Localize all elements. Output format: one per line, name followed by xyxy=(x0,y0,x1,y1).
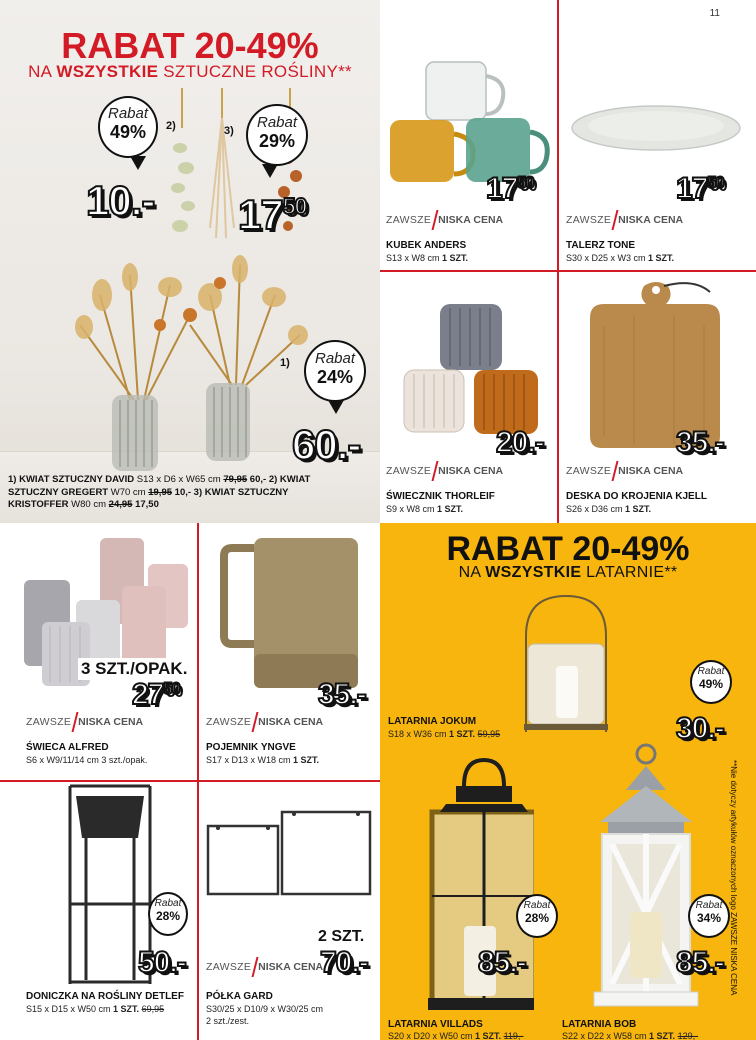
price-villads: 85.- xyxy=(478,946,526,979)
product-qty: 1 SZT. xyxy=(442,253,469,263)
price-main: 17 xyxy=(676,172,708,205)
zawsze-niska-cena-logo xyxy=(386,210,503,230)
price-10: 10.- xyxy=(86,177,155,224)
hero-sub-prefix: NA xyxy=(28,62,57,81)
niska-cena-text: NISKA CENA xyxy=(618,465,684,477)
product-name: ŚWIECA ALFRED xyxy=(26,742,109,753)
caption-text: KRISTOFFER xyxy=(8,499,72,511)
zawsze-niska-cena-logo xyxy=(566,210,683,230)
product-name: LATARNIA VILLADS xyxy=(388,1019,483,1030)
shelves-image xyxy=(204,808,376,898)
mugs-image xyxy=(386,56,556,191)
product-name: TALERZ TONE xyxy=(566,240,636,251)
niska-cena-text: NISKA CENA xyxy=(258,961,324,973)
plate-image xyxy=(566,100,746,160)
product-name: KUBEK ANDERS xyxy=(386,240,467,251)
divider xyxy=(557,0,559,523)
sub-prefix: NA xyxy=(458,564,486,581)
sub-bold: WSZYSTKIE xyxy=(485,564,582,581)
niska-cena-text: NISKA CENA xyxy=(258,716,324,728)
product-desc xyxy=(386,504,463,516)
sub-suffix: LATARNIE** xyxy=(581,564,678,581)
product-dims: S30/25 x D10/9 x W30/25 cm xyxy=(206,1004,324,1014)
product-name: LATARNIA BOB xyxy=(562,1019,637,1030)
marker-3: 3) xyxy=(224,125,234,137)
old-price: 129,- xyxy=(677,1031,699,1040)
hero-promo-title: RABAT 20-49% xyxy=(61,25,319,66)
niska-cena-text: NISKA CENA xyxy=(78,716,144,728)
marker-2: 2) xyxy=(166,120,176,132)
caption-new-price: 10,- xyxy=(172,486,194,498)
caption-new-price: 17,50 xyxy=(132,499,159,511)
bubble-percent: 29% xyxy=(258,131,296,151)
caption-text: 2) KWIAT xyxy=(268,474,311,485)
caption-text: 3) KWIAT SZTUCZNY xyxy=(193,486,289,498)
bubble-label: Rabat xyxy=(523,900,551,911)
price-cents: 50 xyxy=(282,193,307,220)
bubble-percent: 28% xyxy=(524,911,550,925)
discount-bubble xyxy=(690,660,732,704)
product-desc xyxy=(386,253,468,265)
discount-bubble-49 xyxy=(98,96,158,158)
old-price: 69,95 xyxy=(141,1004,165,1014)
price-60: 60.- xyxy=(292,421,361,468)
product-desc xyxy=(206,1004,323,1027)
bubble-tail xyxy=(262,164,278,178)
price-pojemnik: 35.- xyxy=(318,678,366,711)
caption-new-price: 60,- xyxy=(247,474,269,485)
bubble-label: Rabat xyxy=(695,900,723,911)
hero-promo-subtitle xyxy=(0,62,380,82)
price-cents: 50 xyxy=(163,679,180,698)
divider xyxy=(380,270,756,272)
zawsze-niska-cena-logo xyxy=(386,461,503,481)
zawsze-text: ZAWSZE xyxy=(566,465,612,477)
product-qty: 1 SZT. xyxy=(437,504,464,514)
zawsze-niska-cena-logo xyxy=(206,712,323,732)
old-price: 119,- xyxy=(503,1031,524,1040)
caption-dims: S13 x D6 x W65 cm xyxy=(136,474,224,485)
set-badge: 2 SZT. xyxy=(318,928,365,945)
product-qty: 1 SZT. xyxy=(449,729,476,739)
caption-text: 1) KWIAT SZTUCZNY DAVID xyxy=(8,474,137,485)
divider xyxy=(197,523,199,1040)
price-cents: 50 xyxy=(517,173,534,192)
product-desc xyxy=(206,755,319,767)
product-desc: S6 x W9/11/14 cm 3 szt./opak. xyxy=(26,755,148,765)
price-swiecznik: 20.- xyxy=(496,426,544,459)
caption-old-price: 19,95 xyxy=(148,486,173,498)
hero-sub-suffix: SZTUCZNE ROŚLINY** xyxy=(158,62,352,81)
product-name: PÓŁKA GARD xyxy=(206,991,273,1002)
discount-bubble-24 xyxy=(304,340,366,402)
price-doniczka: 50.- xyxy=(138,946,186,979)
candle-holders-image xyxy=(400,300,550,440)
caption-line-2 xyxy=(8,487,376,500)
caption-old-price: 79,95 xyxy=(223,474,248,485)
old-price: 59,95 xyxy=(477,729,501,739)
bubble-tail xyxy=(328,400,344,414)
price-17-50 xyxy=(238,191,307,238)
caption-line-3 xyxy=(8,499,376,512)
product-desc xyxy=(562,1031,698,1040)
bubble-percent: 24% xyxy=(316,367,354,387)
price-bob: 85.- xyxy=(676,946,724,979)
bubble-percent: 49% xyxy=(109,122,147,142)
product-desc xyxy=(388,1031,523,1040)
caption-dims: W80 cm xyxy=(71,499,109,511)
product-desc xyxy=(566,253,674,265)
price-main: 17 xyxy=(238,191,283,238)
bubble-label: Rabat xyxy=(697,666,725,677)
niska-cena-text: NISKA CENA xyxy=(438,465,504,477)
price-swieca xyxy=(132,680,180,710)
caption-line-1 xyxy=(8,474,376,487)
caption-old-price: 24,95 xyxy=(108,499,133,511)
price-jokum: 30.- xyxy=(676,712,724,745)
product-dims: S30 x D25 x W3 cm xyxy=(566,253,649,263)
product-qty: 1 SZT. xyxy=(649,1031,676,1040)
product-desc xyxy=(388,729,500,741)
caption-text: SZTUCZNY GREGERT xyxy=(8,486,111,498)
discount-bubble-29 xyxy=(246,104,308,166)
product-qty: 1 SZT. xyxy=(625,504,652,514)
product-dims: S13 x W8 cm xyxy=(386,253,443,263)
zawsze-text: ZAWSZE xyxy=(206,961,252,973)
disclaimer-note: **Nie dotyczy artykułów oznaczonych logo ZAWSZE NISKA CENA xyxy=(729,760,738,996)
bubble-label: Rabat xyxy=(256,114,298,131)
niska-cena-text: NISKA CENA xyxy=(438,214,504,226)
discount-bubble xyxy=(148,892,188,936)
product-dims: S22 x D22 x W58 cm xyxy=(562,1031,650,1040)
product-dims: S20 x D20 x W50 cm xyxy=(388,1031,476,1040)
price-deska: 35.- xyxy=(676,426,724,459)
lanterns-promo-title: RABAT 20-49% xyxy=(446,530,690,568)
product-desc xyxy=(26,1004,164,1016)
bubble-label: Rabat xyxy=(154,898,182,909)
zawsze-text: ZAWSZE xyxy=(566,214,612,226)
product-dims: S26 x D36 cm xyxy=(566,504,626,514)
price-polka: 70.- xyxy=(320,946,368,979)
pack-badge: 3 SZT./OPAK. xyxy=(78,658,190,680)
hero-artificial-plants xyxy=(0,0,380,523)
hero-caption xyxy=(8,474,376,512)
marker-1: 1) xyxy=(280,357,290,369)
lantern-jokum-image xyxy=(516,592,616,742)
discount-bubble xyxy=(516,894,558,938)
hero-sub-bold: WSZYSTKIE xyxy=(56,62,159,81)
product-name: LATARNIA JOKUM xyxy=(388,716,477,727)
niska-cena-text: NISKA CENA xyxy=(618,214,684,226)
divider xyxy=(0,780,380,782)
price-talerz xyxy=(676,174,724,204)
product-qty: 1 SZT. xyxy=(113,1004,140,1014)
product-dims: S17 x D13 x W18 cm xyxy=(206,755,294,765)
price-kubek xyxy=(486,174,534,204)
zawsze-niska-cena-logo xyxy=(206,957,323,977)
product-qty: 1 SZT. xyxy=(293,755,320,765)
product-qty: 1 SZT. xyxy=(475,1031,502,1040)
bubble-tail xyxy=(130,156,146,170)
zawsze-text: ZAWSZE xyxy=(386,465,432,477)
caption-dims: W70 cm xyxy=(110,486,149,498)
bubble-percent: 34% xyxy=(696,911,722,925)
product-qty: 1 SZT. xyxy=(648,253,675,263)
product-desc xyxy=(566,504,651,516)
cutting-board-image xyxy=(584,276,734,451)
page-number: 11 xyxy=(709,8,720,19)
product-name: ŚWIECZNIK THORLEIF xyxy=(386,491,495,502)
product-dims: S18 x W36 cm xyxy=(388,729,450,739)
price-cents: 50 xyxy=(707,173,724,192)
product-dims: S9 x W8 cm xyxy=(386,504,438,514)
zawsze-niska-cena-logo xyxy=(566,461,683,481)
price-main: 27 xyxy=(132,678,164,711)
price-main: 17 xyxy=(486,172,518,205)
bubble-label: Rabat xyxy=(314,350,356,367)
bubble-percent: 49% xyxy=(698,677,724,691)
zawsze-text: ZAWSZE xyxy=(386,214,432,226)
discount-bubble xyxy=(688,894,730,938)
product-name: DONICZKA NA ROŚLINY DETLEF xyxy=(26,991,184,1002)
bubble-label: Rabat xyxy=(107,105,149,122)
product-pack: 2 szt./zest. xyxy=(206,1015,250,1026)
bubble-percent: 28% xyxy=(155,909,181,923)
product-name: DESKA DO KROJENIA KJELL xyxy=(566,491,707,502)
zawsze-text: ZAWSZE xyxy=(26,716,72,728)
zawsze-text: ZAWSZE xyxy=(206,716,252,728)
product-name: POJEMNIK YNGVE xyxy=(206,742,296,753)
product-dims: S15 x D15 x W50 cm xyxy=(26,1004,114,1014)
lanterns-promo-subtitle xyxy=(380,564,756,582)
zawsze-niska-cena-logo xyxy=(26,712,143,732)
